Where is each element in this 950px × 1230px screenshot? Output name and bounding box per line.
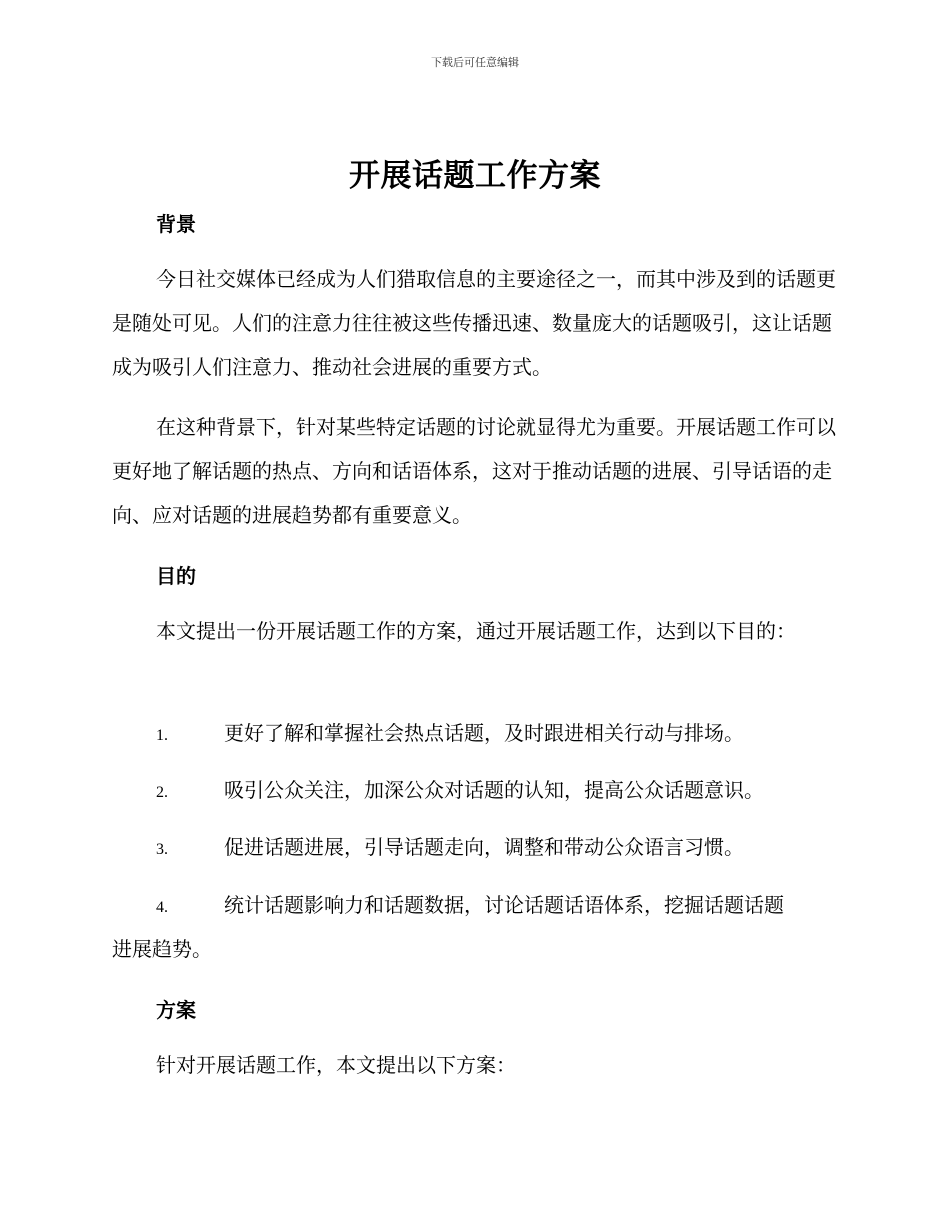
list-number: 1.	[156, 727, 168, 744]
list-number: 4.	[156, 899, 168, 916]
purpose-list-item	[112, 768, 837, 815]
document-title: 开展话题工作方案	[349, 158, 601, 194]
list-text: 吸引公众关注，加深公众对话题的认知，提高公众话题意识。	[224, 778, 764, 802]
list-number: 2.	[156, 784, 168, 801]
purpose-list-item-continuation: 进展趋势。	[112, 937, 212, 961]
section-heading-plan: 方案	[156, 998, 196, 1022]
purpose-list-item	[112, 711, 837, 758]
section-heading-background: 背景	[156, 212, 196, 236]
background-paragraph-1: 今日社交媒体已经成为人们猎取信息的主要途径之一，而其中涉及到的话题更是随处可见。人们的注意力往往被这些传播迅速、数量庞大的话题吸引，这让话题成为吸引人们注意力、推动社会进展的重要方式。	[112, 267, 836, 379]
purpose-intro: 本文提出一份开展话题工作的方案，通过开展话题工作，达到以下目的：	[156, 619, 796, 643]
section-heading-purpose: 目的	[156, 564, 196, 588]
list-number: 3.	[156, 841, 168, 858]
list-text: 更好了解和掌握社会热点话题，及时跟进相关行动与排场。	[224, 721, 744, 745]
plan-intro: 针对开展话题工作，本文提出以下方案：	[156, 1053, 516, 1077]
background-paragraph-2: 在这种背景下，针对某些特定话题的讨论就显得尤为重要。开展话题工作可以更好地了解话题的热点、方向和话语体系，这对于推动话题的进展、引导话语的走向、应对话题的进展趋势都有重要意义。	[112, 415, 836, 527]
header-note: 下载后可任意编辑	[431, 56, 519, 69]
purpose-list-item	[112, 825, 837, 872]
list-text: 统计话题影响力和话题数据，讨论话题话语体系，挖掘话题话题	[224, 893, 784, 917]
list-text: 促进话题进展，引导话题走向，调整和带动公众语言习惯。	[224, 835, 744, 859]
purpose-list-item	[112, 883, 852, 930]
